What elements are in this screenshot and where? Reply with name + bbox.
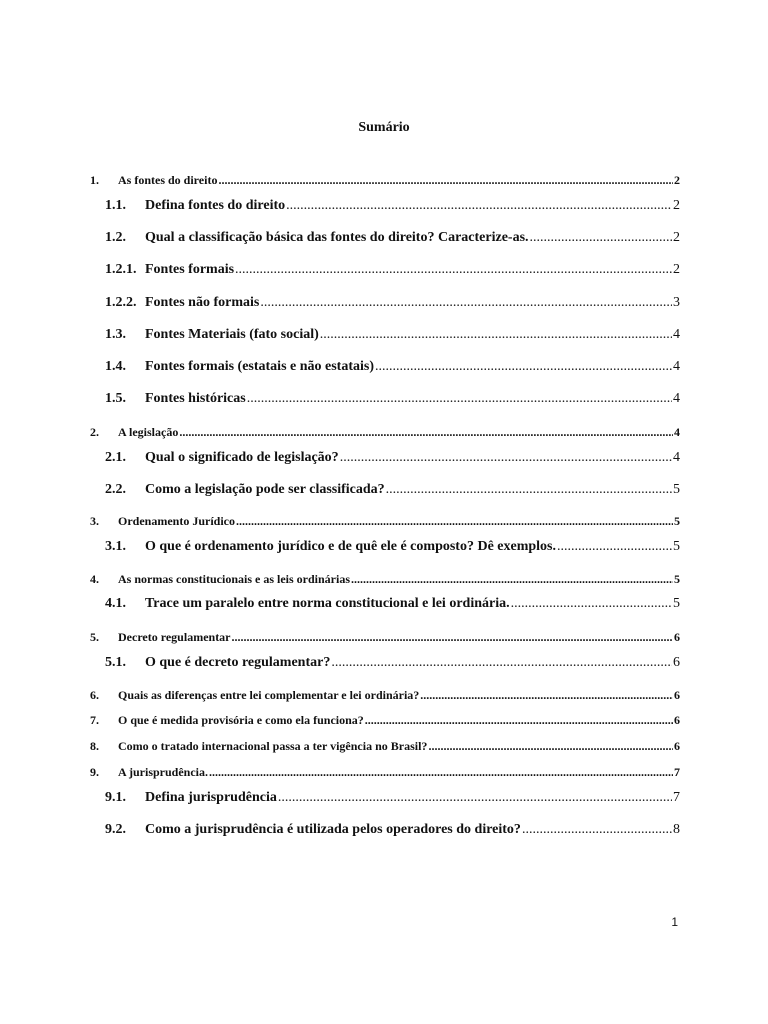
toc-entry-text: Como o tratado internacional passa a ter vigência no Brasil? [118, 739, 428, 753]
toc-entry-number: 6. [90, 688, 99, 702]
toc-entry-number: 1.4. [105, 359, 126, 374]
toc-entry-text: Qual a classificação básica das fontes do direito? Caracterize-as. [145, 230, 529, 245]
toc-entry-page: 5 [673, 482, 680, 497]
toc-entry-number: 2.2. [105, 482, 126, 497]
toc-entry-page: 4 [673, 391, 680, 406]
toc-entry-text: Fontes históricas [145, 391, 246, 406]
toc-entry[interactable] [105, 790, 680, 806]
toc-entry-text: Qual o significado de legislação? [145, 450, 339, 465]
toc-entry[interactable] [105, 539, 680, 555]
toc-entry-text: Fontes não formais [145, 295, 260, 310]
toc-leader-dots [428, 739, 673, 754]
toc-entry-text: Fontes formais [145, 262, 235, 277]
toc-entry[interactable] [105, 327, 680, 343]
toc-entry-page: 2 [674, 173, 680, 187]
page-number: 1 [671, 915, 678, 929]
toc-entry-page: 6 [674, 688, 680, 702]
toc-leader-dots [511, 596, 672, 612]
toc-entry-number: 9.2. [105, 822, 126, 837]
toc-leader-dots [209, 765, 673, 780]
toc-entry-page: 3 [673, 295, 680, 310]
toc-entry[interactable] [90, 514, 680, 529]
toc-entry-page: 7 [673, 790, 680, 805]
toc-leader-dots [260, 295, 672, 311]
toc-entry-number: 3. [90, 514, 99, 528]
toc-entry-number: 1.2.1. [105, 262, 137, 277]
toc-leader-dots [340, 450, 672, 466]
toc-entry-number: 2. [90, 425, 99, 439]
toc-entry[interactable] [90, 765, 680, 780]
toc-leader-dots [179, 425, 673, 440]
toc-entry-number: 1.2. [105, 230, 126, 245]
toc-leader-dots [278, 790, 672, 806]
toc-entry-number: 4.1. [105, 596, 126, 611]
toc-leader-dots [522, 822, 672, 838]
toc-entry-text: O que é medida provisória e como ela funciona? [118, 713, 364, 727]
toc-entry-number: 1.5. [105, 391, 126, 406]
toc-entry-text: Fontes Materiais (fato social) [145, 327, 319, 342]
toc-entry[interactable] [90, 688, 680, 703]
toc-entry[interactable] [105, 359, 680, 375]
toc-entry-text: A jurisprudência. [118, 765, 209, 779]
toc-entry-text: Decreto regulamentar [118, 630, 231, 644]
toc-entry-page: 5 [674, 572, 680, 586]
toc-leader-dots [232, 630, 673, 645]
toc-entry[interactable] [105, 482, 680, 498]
toc-entry[interactable] [90, 713, 680, 728]
toc-entry-page: 4 [673, 450, 680, 465]
toc-entry-page: 8 [673, 822, 680, 837]
toc-entry-number: 3.1. [105, 539, 126, 554]
toc-entry-page: 5 [673, 539, 680, 554]
toc-entry[interactable] [90, 572, 680, 587]
toc-entry-page: 6 [673, 655, 680, 670]
toc-entry-number: 1. [90, 173, 99, 187]
toc-entry-text: Como a legislação pode ser classificada? [145, 482, 385, 497]
toc-entry-text: As normas constitucionais e as leis ordinárias [118, 572, 351, 586]
toc-entry-page: 2 [673, 262, 680, 277]
toc-entry[interactable] [105, 295, 680, 311]
toc-entry[interactable] [105, 822, 680, 838]
toc-entry-page: 2 [673, 198, 680, 213]
toc-leader-dots [557, 539, 672, 555]
toc-title: Sumário [358, 120, 410, 135]
toc-leader-dots [320, 327, 672, 343]
toc-entry-page: 6 [674, 630, 680, 644]
toc-leader-dots [247, 391, 672, 407]
toc-entry[interactable] [90, 173, 680, 188]
toc-entry[interactable] [90, 739, 680, 754]
toc-entry-text: Fontes formais (estatais e não estatais) [145, 359, 375, 374]
toc-entry-number: 7. [90, 713, 99, 727]
toc-entry-number: 2.1. [105, 450, 126, 465]
toc-entry[interactable] [105, 450, 680, 466]
toc-leader-dots [351, 572, 673, 587]
toc-entry[interactable] [105, 198, 680, 214]
toc-entry-page: 7 [674, 765, 680, 779]
toc-entry-text: O que é ordenamento jurídico e de quê ele é composto? Dê exemplos. [145, 539, 556, 554]
toc-entry-number: 1.3. [105, 327, 126, 342]
toc-entry-page: 5 [673, 596, 680, 611]
toc-leader-dots [386, 482, 672, 498]
toc-entry-page: 6 [674, 713, 680, 727]
toc-leader-dots [331, 655, 672, 671]
toc-entry-page: 4 [674, 425, 680, 439]
toc-entry-page: 4 [673, 327, 680, 342]
toc-entry-text: Ordenamento Jurídico [118, 514, 235, 528]
toc-entry[interactable] [105, 230, 680, 246]
toc-entry-number: 1.2.2. [105, 295, 137, 310]
toc-entry[interactable] [105, 262, 680, 278]
toc-entry-number: 9. [90, 765, 99, 779]
toc-entry-number: 1.1. [105, 198, 126, 213]
toc-leader-dots [236, 514, 673, 529]
toc-leader-dots [286, 198, 672, 214]
toc-entry-text: O que é decreto regulamentar? [145, 655, 331, 670]
toc-leader-dots [375, 359, 672, 375]
toc-entry-text: Quais as diferenças entre lei complementar e lei ordinária? [118, 688, 420, 702]
toc-leader-dots [365, 713, 673, 728]
toc-entry-number: 9.1. [105, 790, 126, 805]
toc-entry-number: 5.1. [105, 655, 126, 670]
toc-entry-text: A legislação [118, 425, 179, 439]
toc-entry-text: Defina fontes do direito [145, 198, 286, 213]
toc-entry-text: Como a jurisprudência é utilizada pelos operadores do direito? [145, 822, 521, 837]
toc-entry[interactable] [105, 655, 680, 671]
toc-leader-dots [530, 230, 672, 246]
toc-entry-number: 5. [90, 630, 99, 644]
toc-entry[interactable] [105, 391, 680, 407]
toc-entry-page: 6 [674, 739, 680, 753]
toc-entry-text: Defina jurisprudência [145, 790, 277, 805]
toc-entry[interactable] [105, 596, 680, 612]
toc-entry-page: 4 [673, 359, 680, 374]
toc-entry[interactable] [90, 630, 680, 645]
toc-leader-dots [235, 262, 672, 278]
toc-entry-page: 5 [674, 514, 680, 528]
toc-entry-text: Trace um paralelo entre norma constitucional e lei ordinária. [145, 596, 510, 611]
toc-leader-dots [420, 688, 673, 703]
toc-entry[interactable] [90, 425, 680, 440]
toc-entry-number: 8. [90, 739, 99, 753]
toc-entry-text: As fontes do direito [118, 173, 218, 187]
toc-entry-number: 4. [90, 572, 99, 586]
toc-leader-dots [218, 173, 673, 188]
toc-entry-page: 2 [673, 230, 680, 245]
